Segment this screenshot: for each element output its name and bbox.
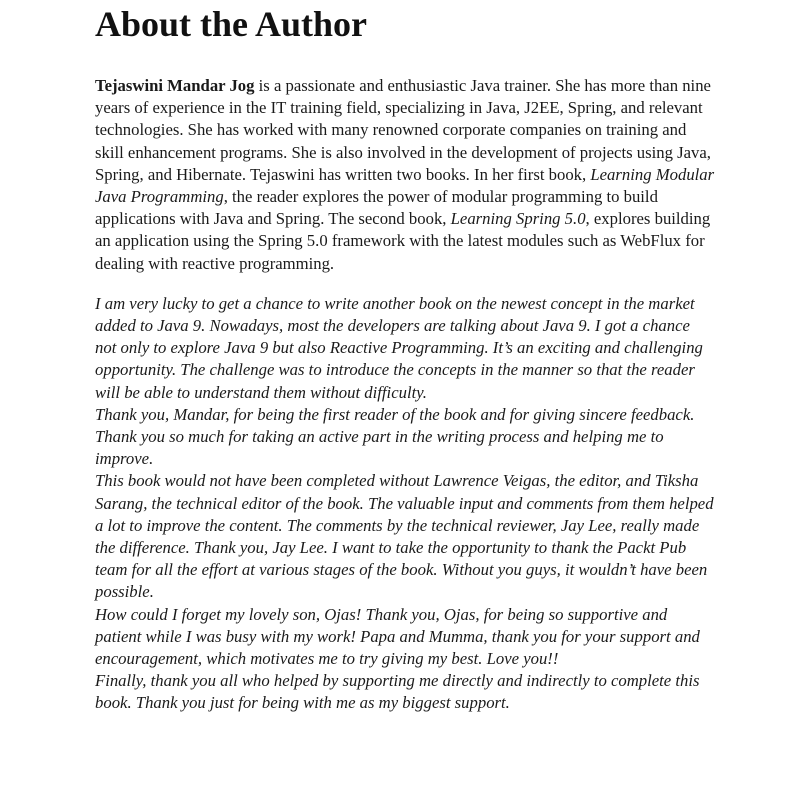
bio-text-2: , the reader explores the power of modular programming to build applications with Java and Spring. The second book, <box>95 187 658 229</box>
book-title-1: Learning Modular Java Programming <box>95 164 715 207</box>
page-title: About the Author <box>95 4 368 44</box>
book-title-2: Learning Spring 5.0 <box>450 209 586 229</box>
ack-paragraph-5: Finally, thank you all who helped by supporting me directly and indirectly to complete this book. Thank you just for being with me as my biggest support. <box>95 671 700 713</box>
ack-paragraph-4: How could I forget my lovely son, Ojas! Thank you, Ojas, for being so supportive and patient while I was busy with my work! Papa and Mumma, thank you for your support and encouragement, which motivates me to try giving my best. Love you!! <box>95 604 700 669</box>
ack-paragraph-3: This book would not have been completed without Lawrence Veigas, the editor, and Tiksha Sarang, the technical editor of the book. The valuable input and comments from them helped a lot to improve the content. The comments by the technical reviewer, Jay Lee, really made the difference. Thank you, Jay Lee. I want to take the opportunity to thank the Packt Pub team for all the effort at various stages of the book. Without you guys, it wouldn’t have been possible. <box>95 471 714 602</box>
acknowledgements <box>95 293 715 715</box>
ack-paragraph-1: I am very lucky to get a chance to write another book on the newest concept in the market added to Java 9. Nowadays, most the developers are talking about Java 9. I got a chance not only to explore Java 9 but also Reactive Programming. It’s an exciting and challenging opportunity. The challenge was to introduce the concepts in the manner so that the reader will be able to understand them without difficulty. <box>95 293 703 402</box>
author-bio <box>95 75 715 275</box>
bio-text-1: is a passionate and enthusiastic Java trainer. She has more than nine years of experience in the IT training field, specializing in Java, J2EE, Spring, and relevant technologies. She has worked with many renowned corporate companies on training and skill enhancement programs. She is also involved in the development of projects using Java, Spring, and Hibernate. Tejaswini has written two books. In her first book, <box>95 76 711 184</box>
bio-text-3: , explores building an application using the Spring 5.0 framework with the latest modules such as WebFlux for dealing with reactive programming. <box>95 209 711 273</box>
document-page <box>95 0 715 715</box>
author-name: Tejaswini Mandar Jog <box>95 76 255 95</box>
ack-paragraph-2: Thank you, Mandar, for being the first reader of the book and for giving sincere feedback. Thank you so much for taking an active part in the writing process and helping me to improve. <box>95 404 695 469</box>
